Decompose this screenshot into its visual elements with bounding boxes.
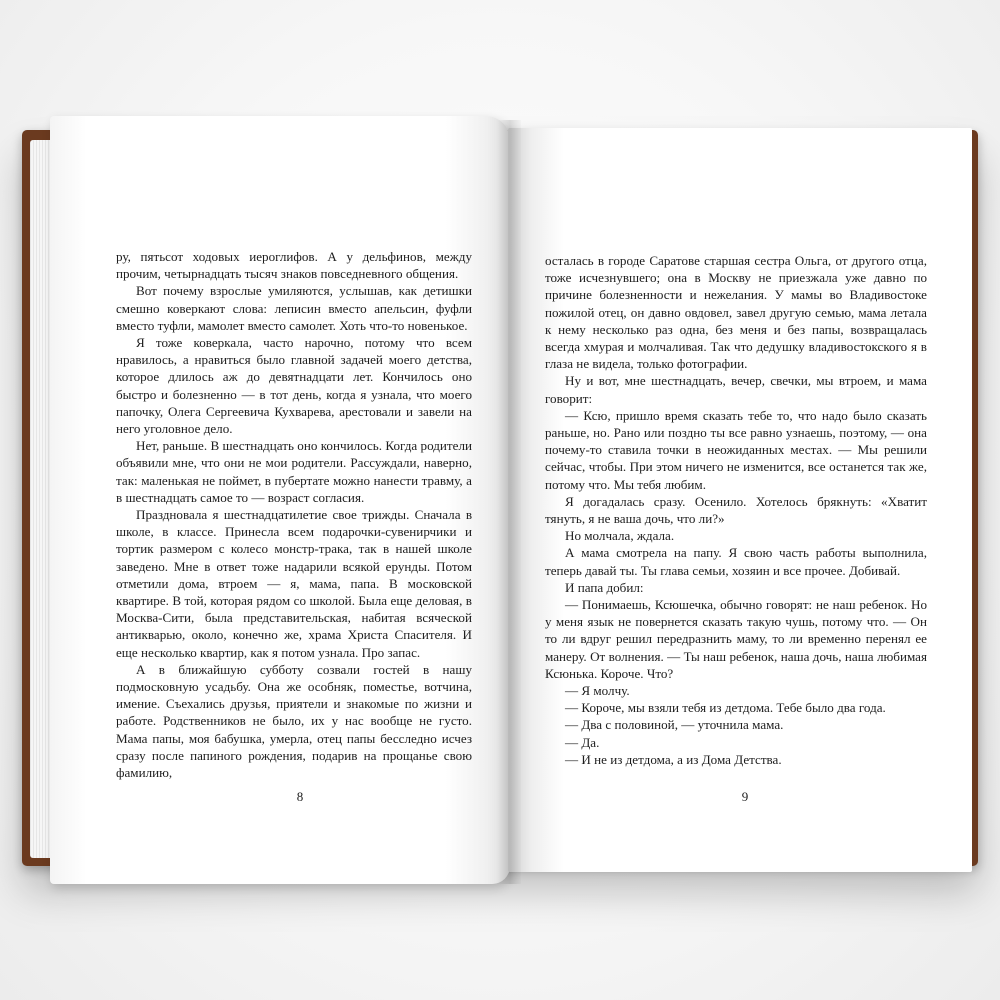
paragraph: Ну и вот, мне шестнадцать, вечер, свечки, мы втроем, и мама говорит: — [545, 373, 927, 406]
paragraph: Праздновала я шестнадцатилетие свое трижды. Сначала в школе, в классе. Принесла всем подарочки-сувенирчики и тортик размером с колесо монстр-трака, так в нашей школе заведено. Мне в ответ тоже надарили всякой ерунды. Потом отметили дома, втроем — я, мама, папа. В московской квартире. В той, которая рядом со школой. Была еще деловая, в Москва-Сити, была представительская, набитая всяческой антикварью, около, конечно же, храма Христа Спасителя. И еще несколько квартир, как я потом узнала. Про запас. — [116, 507, 472, 660]
paragraph: — Понимаешь, Ксюшечка, обычно говорят: не наш ребенок. Но у меня язык не повернется сказать такую чушь, потому что. — Он то ли вдруг решил передразнить маму, то ли временно перенял ее манеру. От волнения. — Ты наш ребенок, наша дочь, наша любимая Ксюнька. Короче. Что? — [545, 597, 927, 681]
page-number: 8 — [296, 789, 304, 804]
right-page — [508, 128, 972, 872]
left-page-text — [116, 248, 472, 781]
paragraph: Я догадалась сразу. Осенило. Хотелось брякнуть: «Хватит тянуть, я не ваша дочь, что ли?» — [545, 493, 927, 527]
paragraph: Вот почему взрослые умиляются, услышав, как детишки смешно коверкают слова: леписин вместо апельсин, фуфли вместо туфли, мамолет вместо самолет. Хоть что-то новенькое. — [116, 283, 472, 333]
page-number: 9 — [741, 789, 749, 804]
paragraph: — Я молчу. — [565, 683, 630, 699]
paragraph: ру, пятьсот ходовых иероглифов. А у дельфинов, между прочим, четырнадцать тысяч знаков повседневного общения. — [116, 249, 472, 282]
paragraph: — Да. — [565, 734, 600, 750]
paragraph: И папа добил: — [565, 579, 644, 595]
paragraph: — Короче, мы взяли тебя из детдома. Тебе было два года. — [565, 700, 886, 716]
page-block-edge — [30, 140, 50, 858]
right-page-text — [545, 252, 927, 768]
left-page — [50, 116, 510, 884]
paragraph: осталась в городе Саратове старшая сестра Ольга, от другого отца, тоже исчезнувшего; она в Москву не приезжала уже давно по причине болезненности и нежелания. У мамы во Владивостоке пожилой отец, он давно овдовел, завел другую семью, мама летала к нему несколько раз одна, без меня и без папы, возвращалась всегда хмурая и молчаливая. Так что дедушку владивостокского я в глаза не видела, только фотографии. — [545, 253, 927, 372]
paragraph: А в ближайшую субботу созвали гостей в нашу подмосковную усадьбу. Она же особняк, поместье, вотчина, имение. Съехались друзья, приятели и знакомые по жизни и работе. Родственников не было, их у нас вообще не густо. Мама папы, моя бабушка, умерла, отец папы бесследно исчез сразу после папиного рождения, подарив на прощанье свою фамилию, — [116, 661, 472, 781]
paragraph: — Два с половиной, — уточнила мама. — [565, 717, 784, 733]
paragraph: — И не из детдома, а из Дома Детства. — [565, 751, 782, 767]
paragraph: А мама смотрела на папу. Я свою часть работы выполнила, теперь давай ты. Ты глава семьи, хозяин и все прочее. Добивай. — [545, 545, 927, 578]
paragraph: Нет, раньше. В шестнадцать оно кончилось. Когда родители объявили мне, что они не мои родители. Рассуждали, наверно, так: маленькая не поймет, в пубертате можно нанести травму, а в шестнадцать самое то — возраст согласия. — [116, 438, 472, 505]
paragraph: — Ксю, пришло время сказать тебе то, что надо было сказать раньше, но. Рано или поздно ты все равно узнаешь, поэтому, — она почему-то ставила точки в неожиданных местах. — Мы решили сейчас, чтобы. При этом ничего не изменится, все останется так же, потому что. Мы тебя любим. — [545, 407, 927, 492]
paragraph: Я тоже коверкала, часто нарочно, потому что всем нравилось, а нравиться было главной задачей моего детства, которое длилось аж до девятнадцати лет. Кончилось оно быстро и болезненно — в тот день, когда я узнала, что моего папочку, Олега Сергеевича Кухварева, арестовали и завели на него уголовное дело. — [116, 335, 472, 437]
paragraph: Но молчала, ждала. — [565, 528, 675, 544]
